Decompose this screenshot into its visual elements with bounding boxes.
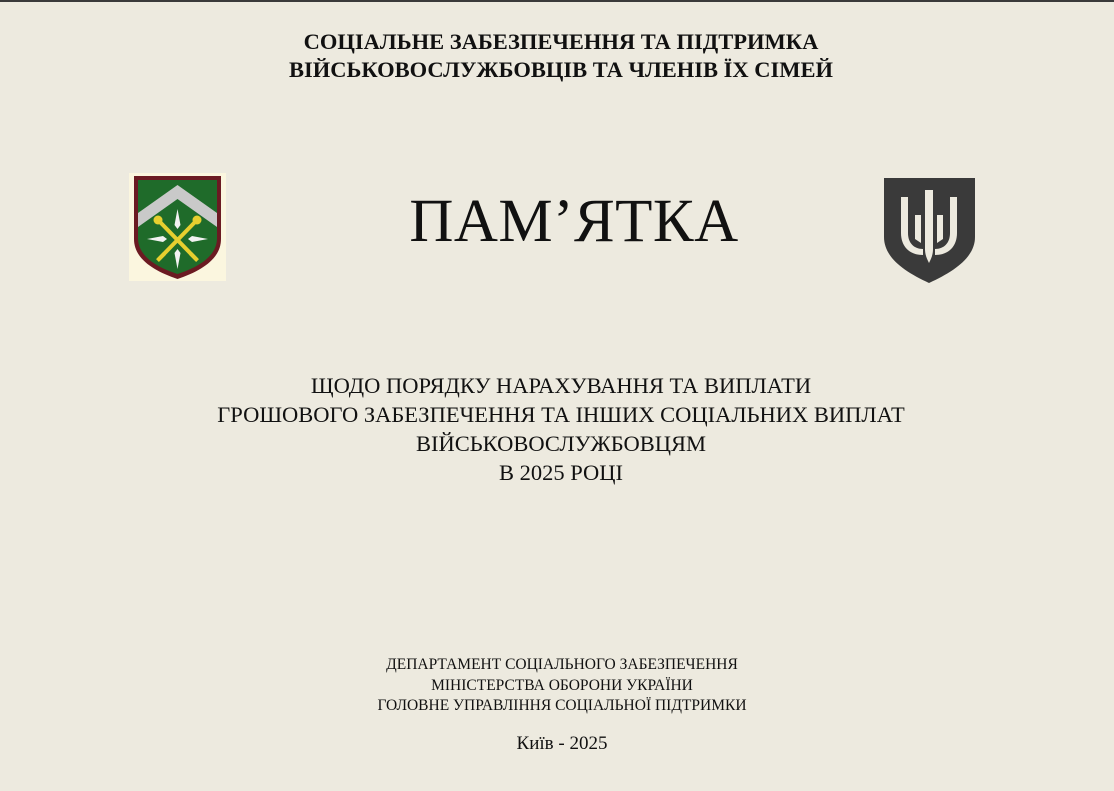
city-and-year: Київ - 2025 (516, 733, 608, 754)
organization-line-3: ГОЛОВНЕ УПРАВЛІННЯ СОЦІАЛЬНОЇ ПІДТРИМКИ (377, 697, 747, 714)
header-line-1: СОЦІАЛЬНЕ ЗАБЕЗПЕЧЕННЯ ТА ПІДТРИМКА (303, 29, 819, 54)
document-header (0, 28, 1114, 84)
subtitle-line-1: ЩОДО ПОРЯДКУ НАРАХУВАННЯ ТА ВИПЛАТИ (310, 373, 812, 398)
subtitle-line-4: В 2025 РОЦІ (498, 460, 624, 485)
document-subtitle (0, 371, 1114, 487)
subtitle-line-3: ВІЙСЬКОВОСЛУЖБОВЦЯМ (416, 431, 706, 456)
organization-line-1: ДЕПАРТАМЕНТ СОЦІАЛЬНОГО ЗАБЕЗПЕЧЕННЯ (386, 656, 738, 673)
page-title: ПАМ’ЯТКА (409, 188, 739, 255)
header-line-2: ВІЙСЬКОВОСЛУЖБОВЦІВ ТА ЧЛЕНІВ ЇХ СІМЕЙ (288, 57, 834, 82)
subtitle-line-2: ГРОШОВОГО ЗАБЕЗПЕЧЕННЯ ТА ІНШИХ СОЦІАЛЬНИХ ВИПЛАТ (217, 402, 905, 427)
top-rule (0, 0, 1114, 2)
organization-line-2: МІНІСТЕРСТВА ОБОРОНИ УКРАЇНИ (431, 676, 693, 694)
issuing-organization (0, 655, 1114, 717)
trident-shield-icon (881, 175, 977, 285)
